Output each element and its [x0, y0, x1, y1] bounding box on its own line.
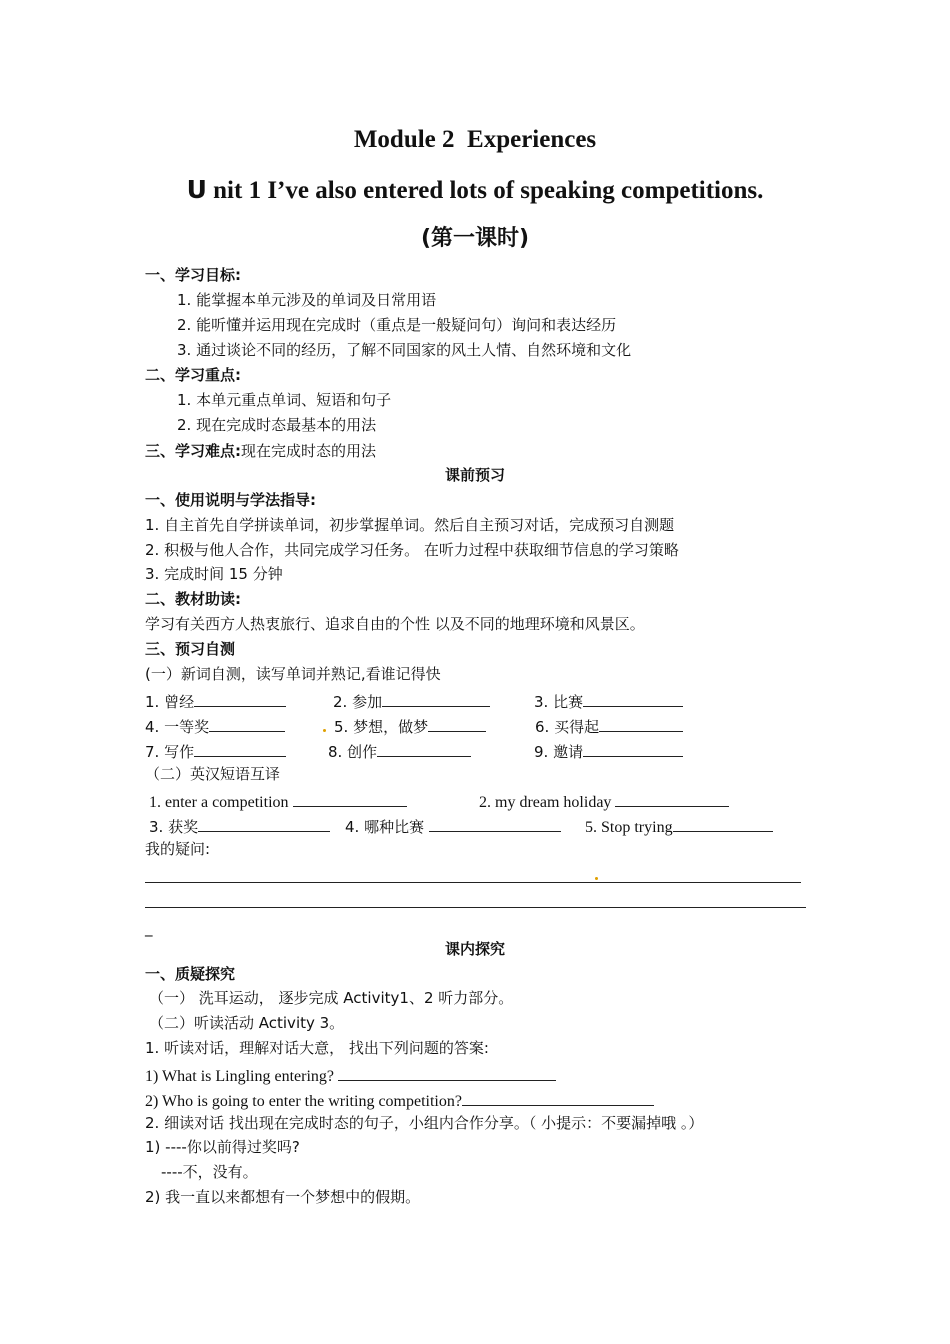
- goal-item: 2. 能听懂并运用现在完成时（重点是一般疑问句）询问和表达经历: [177, 316, 617, 334]
- answer-blank[interactable]: [583, 692, 683, 707]
- goals-heading: 一、学习目标:: [145, 266, 241, 284]
- preview-title: 课前预习: [444, 466, 505, 484]
- difficulty-text: 现在完成时态的用法: [241, 442, 377, 460]
- answer-blank[interactable]: [338, 1066, 556, 1081]
- answer-blank[interactable]: [194, 692, 286, 707]
- vocab-item: 6. 买得起: [535, 717, 683, 735]
- module-title: Module 2 Experiences: [353, 126, 597, 153]
- question-item: 1) What is Lingling entering?: [145, 1066, 556, 1085]
- sentence-item: 1) ----你以前得过奖吗?: [145, 1138, 300, 1156]
- unit-title-initial: U: [186, 175, 207, 204]
- selftest-heading: 三、预习自测: [145, 640, 236, 658]
- answer-blank[interactable]: [382, 692, 490, 707]
- answer-blank[interactable]: [377, 742, 471, 757]
- difficulty-heading: 三、学习难点:: [145, 442, 241, 460]
- trailing-mark: _: [145, 919, 153, 937]
- answer-blank[interactable]: [429, 817, 561, 832]
- focus-heading: 二、学习重点:: [145, 366, 241, 384]
- textbook-heading: 二、教材助读:: [145, 590, 241, 608]
- answer-blank[interactable]: [194, 742, 286, 757]
- question-line[interactable]: [145, 907, 806, 908]
- answer-blank[interactable]: [673, 817, 773, 832]
- difficulty-line: [145, 443, 376, 459]
- answer-blank[interactable]: [293, 792, 407, 807]
- inclass-step: （一） 洗耳运动， 逐步完成 Activity1、2 听力部分。: [149, 989, 514, 1007]
- question-item: 2) Who is going to enter the writing competition?: [145, 1091, 654, 1110]
- focus-item: 1. 本单元重点单词、短语和句子: [177, 391, 392, 409]
- stray-dot: [323, 729, 326, 732]
- stray-dot: [595, 877, 598, 880]
- goal-item: 3. 通过谈论不同的经历，了解不同国家的风土人情、自然环境和文化: [177, 341, 632, 359]
- vocab-intro: (一）新词自测，读写单词并熟记,看谁记得快: [145, 665, 441, 683]
- sentence-item: 2) 我一直以来都想有一个梦想中的假期。: [145, 1188, 421, 1206]
- answer-blank[interactable]: [583, 742, 683, 757]
- sentence-item: ----不，没有。: [161, 1163, 258, 1181]
- unit-title: [0, 177, 950, 203]
- answer-blank[interactable]: [209, 717, 285, 732]
- vocab-item: 5. 梦想，做梦: [334, 717, 486, 735]
- lesson-label: (第一课时): [420, 226, 530, 251]
- phrases-intro: （二）英汉短语互译: [145, 765, 281, 783]
- task-item: 1. 听读对话，理解对话大意， 找出下列问题的答案:: [145, 1039, 489, 1057]
- answer-blank[interactable]: [462, 1091, 654, 1106]
- unit-title-text: nit 1 I’ve also entered lots of speaking competitions.: [206, 177, 764, 204]
- questions-label: 我的疑问:: [145, 840, 211, 858]
- focus-item: 2. 现在完成时态最基本的用法: [177, 416, 377, 434]
- guide-heading: 一、使用说明与学法指导:: [145, 491, 316, 509]
- phrase-item: 1. enter a competition: [149, 792, 407, 811]
- vocab-item: 4. 一等奖: [145, 717, 285, 735]
- answer-blank[interactable]: [428, 717, 486, 732]
- inclass-step: （二）听读活动 Activity 3。: [149, 1014, 345, 1032]
- vocab-item: 7. 写作: [145, 742, 286, 760]
- goal-item: 1. 能掌握本单元涉及的单词及日常用语: [177, 291, 437, 309]
- vocab-item: 3. 比赛: [534, 692, 683, 710]
- inclass-heading: 一、质疑探究: [145, 965, 236, 983]
- phrase-item: 4. 哪种比赛: [345, 817, 561, 835]
- vocab-item: 8. 创作: [328, 742, 471, 760]
- answer-blank[interactable]: [198, 817, 330, 832]
- answer-blank[interactable]: [599, 717, 683, 732]
- guide-item: 2. 积极与他人合作，共同完成学习任务。 在听力过程中获取细节信息的学习策略: [145, 541, 679, 559]
- vocab-item: 1. 曾经: [145, 692, 286, 710]
- inclass-title: 课内探究: [444, 940, 505, 958]
- guide-item: 3. 完成时间 15 分钟: [145, 565, 283, 583]
- answer-blank[interactable]: [615, 792, 729, 807]
- vocab-item: 9. 邀请: [534, 742, 683, 760]
- question-line[interactable]: [145, 882, 801, 883]
- guide-item: 1. 自主首先自学拼读单词，初步掌握单词。然后自主预习对话，完成预习自测题: [145, 516, 675, 534]
- phrase-item: 5. Stop trying: [585, 817, 773, 836]
- phrase-item: 3. 获奖: [149, 817, 330, 835]
- task-item: 2. 细读对话 找出现在完成时态的句子，小组内合作分享。（ 小提示：不要漏掉哦 。）: [145, 1114, 704, 1132]
- phrase-item: 2. my dream holiday: [479, 792, 729, 811]
- textbook-text: 学习有关西方人热衷旅行、追求自由的个性 以及不同的地理环境和风景区。: [145, 615, 645, 633]
- vocab-item: 2. 参加: [333, 692, 490, 710]
